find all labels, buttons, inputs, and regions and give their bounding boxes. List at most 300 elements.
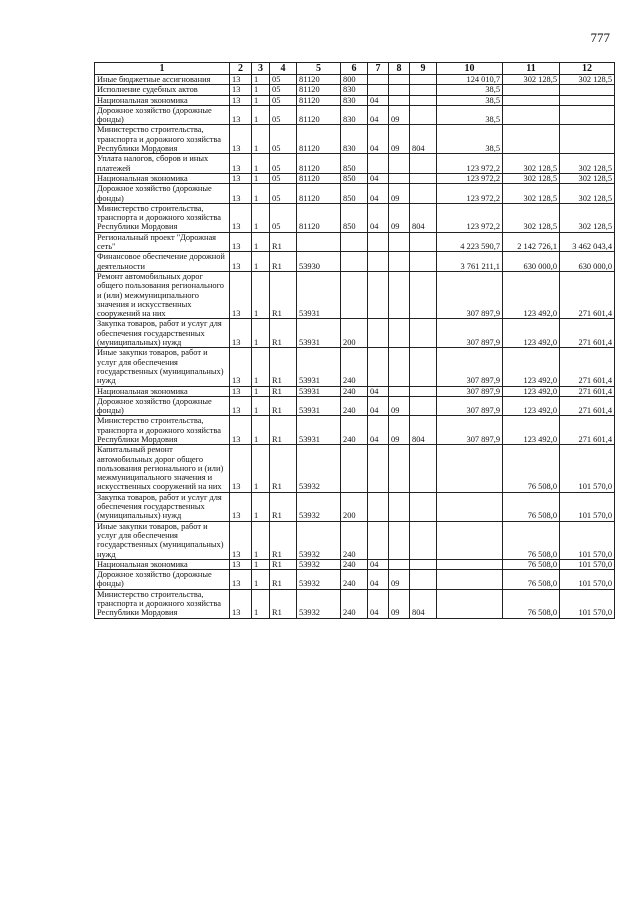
code-cell: 04 [368,184,389,204]
table-row [95,559,615,569]
code-cell: 13 [230,416,252,445]
code-cell: 13 [230,396,252,416]
code-cell [389,154,410,174]
code-cell: 04 [368,203,389,232]
code-cell: 09 [389,570,410,590]
code-cell [410,445,437,492]
code-cell: R1 [270,271,297,318]
code-cell: 1 [252,95,270,105]
code-cell: 81120 [297,105,341,125]
code-cell: 05 [270,154,297,174]
column-header-2: 2 [230,63,252,75]
amount-cell: 302 128,5 [560,154,615,174]
code-cell: R1 [270,396,297,416]
row-name-cell: Ремонт автомобильных дорог общего пользования регионального и (или) межмуниципального значения и искусственных сооружений на них [95,271,230,318]
amount-cell: 271 601,4 [560,348,615,386]
code-cell [410,319,437,348]
code-cell: 1 [252,271,270,318]
code-cell: 81120 [297,125,341,154]
code-cell: 53931 [297,348,341,386]
amount-cell: 302 128,5 [560,184,615,204]
amount-cell [437,589,503,618]
amount-cell: 76 508,0 [503,570,560,590]
amount-cell [503,85,560,95]
code-cell [368,232,389,252]
code-cell: 13 [230,95,252,105]
amount-cell: 307 897,9 [437,319,503,348]
amount-cell: 3 462 043,4 [560,232,615,252]
amount-cell: 302 128,5 [560,75,615,85]
code-cell: 1 [252,416,270,445]
code-cell: 13 [230,319,252,348]
amount-cell: 76 508,0 [503,521,560,559]
code-cell: 53930 [297,252,341,272]
amount-cell [437,559,503,569]
code-cell [368,348,389,386]
code-cell [297,232,341,252]
row-name-cell: Национальная экономика [95,386,230,396]
amount-cell: 101 570,0 [560,559,615,569]
table-row [95,105,615,125]
row-name-cell: Капитальный ремонт автомобильных дорог общего пользования регионального и (или) межмуниципального значения и искусственных сооружений на них [95,445,230,492]
code-cell [389,521,410,559]
table-body [95,75,615,619]
row-name-cell: Финансовое обеспечение дорожной деятельности [95,252,230,272]
amount-cell: 124 010,7 [437,75,503,85]
page-number: 777 [590,30,610,45]
code-cell: R1 [270,570,297,590]
amount-cell: 307 897,9 [437,271,503,318]
row-name-cell: Национальная экономика [95,95,230,105]
code-cell: 04 [368,125,389,154]
code-cell: R1 [270,252,297,272]
row-name-cell: Национальная экономика [95,173,230,183]
amount-cell: 101 570,0 [560,492,615,521]
row-name-cell: Иные закупки товаров, работ и услуг для обеспечения государственных (муниципальных) нужд [95,348,230,386]
amount-cell: 302 128,5 [560,203,615,232]
code-cell: 05 [270,184,297,204]
code-cell: 04 [368,386,389,396]
row-name-cell: Дорожное хозяйство (дорожные фонды) [95,184,230,204]
code-cell: 13 [230,252,252,272]
code-cell: 1 [252,184,270,204]
amount-cell: 101 570,0 [560,589,615,618]
code-cell: R1 [270,492,297,521]
amount-cell: 302 128,5 [560,173,615,183]
code-cell: 05 [270,173,297,183]
code-cell: 1 [252,252,270,272]
code-cell [368,271,389,318]
code-cell: 05 [270,125,297,154]
amount-cell: 271 601,4 [560,386,615,396]
code-cell [368,252,389,272]
code-cell: 13 [230,85,252,95]
amount-cell: 4 223 590,7 [437,232,503,252]
code-cell: 830 [341,85,368,95]
column-header-4: 4 [270,63,297,75]
amount-cell: 123 492,0 [503,319,560,348]
code-cell: 13 [230,559,252,569]
code-cell [410,570,437,590]
code-cell: R1 [270,589,297,618]
table-row [95,396,615,416]
code-cell [341,252,368,272]
code-cell: 09 [389,589,410,618]
header-row [95,63,615,75]
amount-cell [437,492,503,521]
column-header-3: 3 [252,63,270,75]
amount-cell: 76 508,0 [503,589,560,618]
code-cell: 81120 [297,75,341,85]
code-cell: 09 [389,203,410,232]
code-cell: 13 [230,203,252,232]
code-cell: 804 [410,589,437,618]
amount-cell: 101 570,0 [560,445,615,492]
code-cell: R1 [270,416,297,445]
code-cell: 1 [252,589,270,618]
amount-cell: 38,5 [437,85,503,95]
code-cell: 1 [252,75,270,85]
column-header-6: 6 [341,63,368,75]
code-cell [410,173,437,183]
row-name-cell: Закупка товаров, работ и услуг для обеспечения государственных (муниципальных) нужд [95,492,230,521]
amount-cell [503,95,560,105]
code-cell [341,232,368,252]
code-cell: 13 [230,386,252,396]
code-cell: 240 [341,386,368,396]
code-cell [389,445,410,492]
amount-cell: 3 761 211,1 [437,252,503,272]
code-cell: 13 [230,521,252,559]
table-row [95,589,615,618]
amount-cell: 630 000,0 [560,252,615,272]
code-cell: 1 [252,319,270,348]
amount-cell [560,85,615,95]
code-cell: 1 [252,232,270,252]
code-cell: 81120 [297,154,341,174]
amount-cell: 101 570,0 [560,521,615,559]
code-cell: 1 [252,521,270,559]
code-cell: 240 [341,416,368,445]
code-cell [410,492,437,521]
amount-cell [560,105,615,125]
code-cell [389,85,410,95]
column-header-7: 7 [368,63,389,75]
amount-cell: 38,5 [437,95,503,105]
code-cell: 200 [341,492,368,521]
row-name-cell: Министерство строительства, транспорта и дорожного хозяйства Республики Мордовия [95,125,230,154]
row-name-cell: Региональный проект "Дорожная сеть" [95,232,230,252]
code-cell [410,348,437,386]
code-cell [410,396,437,416]
code-cell: R1 [270,445,297,492]
amount-cell [437,570,503,590]
code-cell: 09 [389,184,410,204]
amount-cell: 2 142 726,1 [503,232,560,252]
code-cell: 804 [410,125,437,154]
code-cell: R1 [270,521,297,559]
code-cell: 09 [389,396,410,416]
amount-cell: 123 972,2 [437,173,503,183]
table-row [95,271,615,318]
amount-cell: 76 508,0 [503,445,560,492]
code-cell: 53931 [297,386,341,396]
code-cell [410,75,437,85]
column-header-5: 5 [297,63,341,75]
column-header-9: 9 [410,63,437,75]
amount-cell: 302 128,5 [503,203,560,232]
column-header-12: 12 [560,63,615,75]
amount-cell: 38,5 [437,125,503,154]
code-cell: 81120 [297,85,341,95]
row-name-cell: Дорожное хозяйство (дорожные фонды) [95,105,230,125]
code-cell: 53932 [297,521,341,559]
code-cell: 1 [252,348,270,386]
amount-cell: 123 492,0 [503,416,560,445]
code-cell [410,85,437,95]
table-row [95,348,615,386]
code-cell [410,184,437,204]
table-row [95,125,615,154]
code-cell: 240 [341,570,368,590]
code-cell: 200 [341,319,368,348]
code-cell: 830 [341,105,368,125]
table-header [95,63,615,75]
code-cell: 53932 [297,570,341,590]
amount-cell: 271 601,4 [560,396,615,416]
code-cell [368,75,389,85]
table-row [95,203,615,232]
code-cell: 850 [341,154,368,174]
code-cell: 04 [368,105,389,125]
code-cell: 81120 [297,184,341,204]
code-cell [389,252,410,272]
amount-cell: 101 570,0 [560,570,615,590]
table-row [95,386,615,396]
code-cell: 1 [252,154,270,174]
table-row [95,319,615,348]
code-cell: 850 [341,203,368,232]
code-cell: 850 [341,173,368,183]
amount-cell: 271 601,4 [560,271,615,318]
code-cell: R1 [270,348,297,386]
code-cell [368,85,389,95]
code-cell: 05 [270,105,297,125]
code-cell: 1 [252,203,270,232]
code-cell: 05 [270,203,297,232]
code-cell: R1 [270,386,297,396]
code-cell: 1 [252,570,270,590]
code-cell: 13 [230,184,252,204]
code-cell: 1 [252,492,270,521]
amount-cell: 123 492,0 [503,386,560,396]
code-cell: 04 [368,416,389,445]
code-cell: 240 [341,348,368,386]
code-cell: 09 [389,416,410,445]
code-cell: 800 [341,75,368,85]
code-cell: 04 [368,396,389,416]
amount-cell: 123 492,0 [503,271,560,318]
amount-cell: 307 897,9 [437,396,503,416]
code-cell [389,559,410,569]
code-cell: 09 [389,105,410,125]
code-cell: 240 [341,396,368,416]
code-cell: R1 [270,319,297,348]
code-cell [410,386,437,396]
code-cell [389,348,410,386]
code-cell [389,319,410,348]
code-cell: 1 [252,396,270,416]
code-cell: 04 [368,95,389,105]
code-cell [410,232,437,252]
code-cell: 81120 [297,95,341,105]
row-name-cell: Дорожное хозяйство (дорожные фонды) [95,570,230,590]
code-cell: 1 [252,386,270,396]
code-cell: 04 [368,589,389,618]
table-row [95,445,615,492]
code-cell: 13 [230,75,252,85]
code-cell: R1 [270,232,297,252]
column-header-8: 8 [389,63,410,75]
amount-cell: 307 897,9 [437,348,503,386]
table-row [95,492,615,521]
amount-cell: 123 972,2 [437,154,503,174]
row-name-cell: Министерство строительства, транспорта и дорожного хозяйства Республики Мордовия [95,589,230,618]
code-cell [389,386,410,396]
code-cell: 1 [252,173,270,183]
amount-cell [503,125,560,154]
code-cell: 04 [368,559,389,569]
code-cell: 09 [389,125,410,154]
code-cell: 804 [410,203,437,232]
amount-cell: 76 508,0 [503,492,560,521]
table-row [95,416,615,445]
table-row [95,252,615,272]
budget-table [94,62,615,619]
code-cell: 240 [341,521,368,559]
code-cell [389,271,410,318]
code-cell: 804 [410,416,437,445]
code-cell [389,173,410,183]
amount-cell [560,125,615,154]
table-row [95,521,615,559]
code-cell: 850 [341,184,368,204]
code-cell: 830 [341,125,368,154]
code-cell: 13 [230,154,252,174]
code-cell: 13 [230,348,252,386]
code-cell [410,271,437,318]
row-name-cell: Исполнение судебных актов [95,85,230,95]
code-cell: 240 [341,559,368,569]
code-cell: 1 [252,125,270,154]
row-name-cell: Уплата налогов, сборов и иных платежей [95,154,230,174]
code-cell [410,154,437,174]
row-name-cell: Закупка товаров, работ и услуг для обеспечения государственных (муниципальных) нужд [95,319,230,348]
amount-cell [560,95,615,105]
code-cell: R1 [270,559,297,569]
table-row [95,154,615,174]
row-name-cell: Министерство строительства, транспорта и дорожного хозяйства Республики Мордовия [95,203,230,232]
code-cell: 53931 [297,416,341,445]
code-cell: 05 [270,75,297,85]
row-name-cell: Дорожное хозяйство (дорожные фонды) [95,396,230,416]
code-cell: 1 [252,105,270,125]
code-cell [410,559,437,569]
code-cell [368,445,389,492]
code-cell: 53932 [297,492,341,521]
row-name-cell: Министерство строительства, транспорта и дорожного хозяйства Республики Мордовия [95,416,230,445]
code-cell: 830 [341,95,368,105]
code-cell: 53931 [297,271,341,318]
code-cell: 81120 [297,203,341,232]
table-row [95,173,615,183]
code-cell: 04 [368,173,389,183]
amount-cell: 123 492,0 [503,348,560,386]
amount-cell: 271 601,4 [560,416,615,445]
code-cell: 13 [230,271,252,318]
code-cell: 1 [252,85,270,95]
code-cell: 13 [230,570,252,590]
amount-cell: 302 128,5 [503,184,560,204]
code-cell: 13 [230,125,252,154]
amount-cell [437,521,503,559]
code-cell: 13 [230,445,252,492]
amount-cell: 76 508,0 [503,559,560,569]
amount-cell [437,445,503,492]
amount-cell: 123 492,0 [503,396,560,416]
table-row [95,95,615,105]
code-cell: 53931 [297,396,341,416]
amount-cell: 123 972,2 [437,203,503,232]
code-cell: 13 [230,232,252,252]
table-row [95,85,615,95]
code-cell: 13 [230,173,252,183]
table-row [95,75,615,85]
amount-cell: 307 897,9 [437,416,503,445]
code-cell: 1 [252,445,270,492]
table-row [95,570,615,590]
amount-cell: 630 000,0 [503,252,560,272]
amount-cell: 302 128,5 [503,154,560,174]
row-name-cell: Национальная экономика [95,559,230,569]
code-cell: 81120 [297,173,341,183]
code-cell [410,95,437,105]
amount-cell: 123 972,2 [437,184,503,204]
code-cell [410,252,437,272]
code-cell [389,232,410,252]
amount-cell: 271 601,4 [560,319,615,348]
code-cell [410,521,437,559]
code-cell: 240 [341,589,368,618]
code-cell: 1 [252,559,270,569]
code-cell [341,271,368,318]
amount-cell: 302 128,5 [503,75,560,85]
column-header-1: 1 [95,63,230,75]
column-header-11: 11 [503,63,560,75]
code-cell [389,492,410,521]
code-cell: 13 [230,105,252,125]
code-cell [368,492,389,521]
code-cell: 13 [230,589,252,618]
amount-cell: 307 897,9 [437,386,503,396]
code-cell [368,521,389,559]
code-cell: 53932 [297,559,341,569]
code-cell: 53932 [297,589,341,618]
amount-cell [503,105,560,125]
code-cell [389,95,410,105]
code-cell: 05 [270,85,297,95]
code-cell [341,445,368,492]
